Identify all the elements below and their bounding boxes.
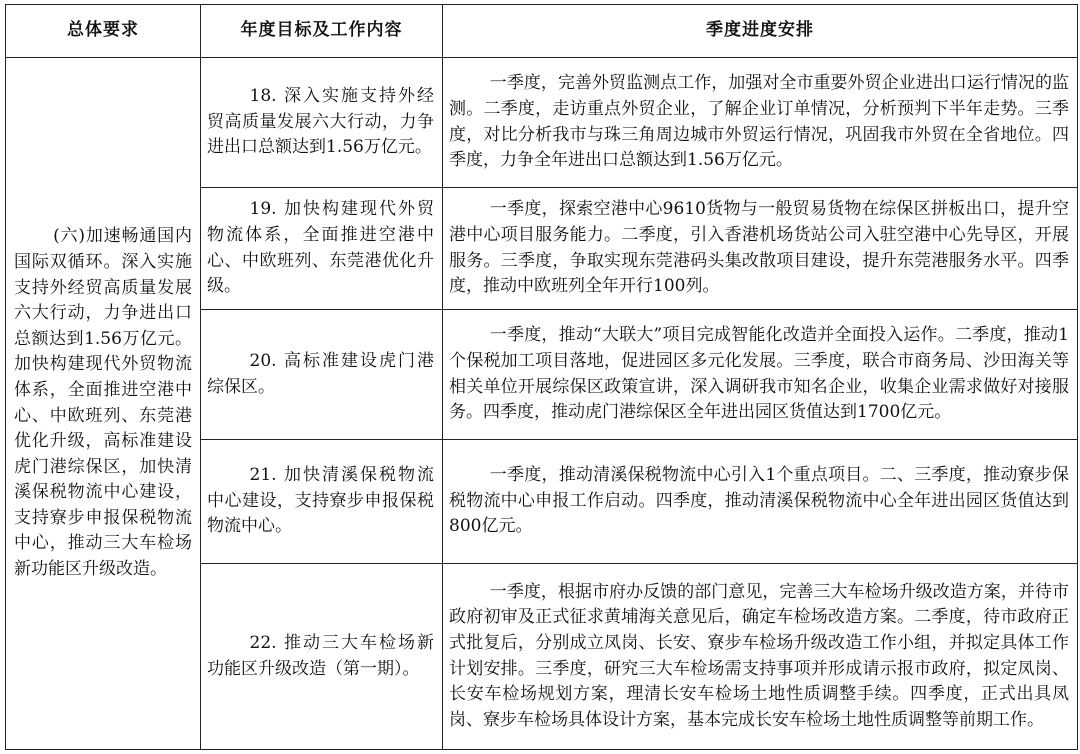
header-row (6, 5, 1078, 58)
goal-cell: 19. 加快构建现代外贸物流体系，全面推进空港中心、中欧班列、东莞港优化升级。 (201, 188, 443, 310)
header-quarterly-plan: 季度进度安排 (443, 5, 1078, 58)
plan-cell: 一季度，探索空港中心9610货物与一般贸易货物在综保区拼板出口，提升空港中心项目服务能力。二季度，引入香港机场货站公司入驻空港中心先导区，开展服务。三季度，争取实现东莞港码头集改散项目建设，提升东莞港服务水平。四季度，推动中欧班列全年开行100列。 (443, 188, 1078, 310)
overall-requirement-cell: (六)加速畅通国内国际双循环。深入实施支持外经贸高质量发展六大行动，力争进出口总额达到1.56万亿元。加快构建现代外贸物流体系，全面推进空港中心、中欧班列、东莞港优化升级，高标准建设虎门港综保区，加快清溪保税物流中心建设，支持寮步申报保税物流中心，推动三大车检场新功能区升级改造。 (6, 58, 201, 750)
plan-cell: 一季度，推动“大联大”项目完成智能化改造并全面投入运作。二季度，推动1个保税加工项目落地，促进园区多元化发展。三季度，联合市商务局、沙田海关等相关单位开展综保区政策宣讲，深入调研我市知名企业，收集企业需求做好对接服务。四季度，推动虎门港综保区全年进出园区货值达到1700亿元。 (443, 310, 1078, 440)
goal-cell: 18. 深入实施支持外经贸高质量发展六大行动，力争进出口总额达到1.56万亿元。 (201, 58, 443, 188)
header-overall-requirement: 总体要求 (6, 5, 201, 58)
goal-cell: 21. 加快清溪保税物流中心建设，支持寮步申报保税物流中心。 (201, 440, 443, 564)
progress-table (5, 4, 1078, 750)
goal-cell: 20. 高标准建设虎门港综保区。 (201, 310, 443, 440)
table-row (6, 58, 1078, 188)
header-annual-goal: 年度目标及工作内容 (201, 5, 443, 58)
plan-cell: 一季度，根据市府办反馈的部门意见，完善三大车检场升级改造方案，并待市政府初审及正式征求黄埔海关意见后，确定车检场改造方案。二季度，待市政府正式批复后，分别成立凤岗、长安、寮步车检场升级改造工作小组，并拟定具体工作计划安排。三季度，研究三大车检场需支持事项并形成请示报市政府，拟定凤岗、长安车检场规划方案，理清长安车检场土地性质调整手续。四季度，正式出具凤岗、寮步车检场具体设计方案，基本完成长安车检场土地性质调整等前期工作。 (443, 564, 1078, 750)
goal-cell: 22. 推动三大车检场新功能区升级改造（第一期）。 (201, 564, 443, 750)
plan-cell: 一季度，完善外贸监测点工作，加强对全市重要外贸企业进出口运行情况的监测。二季度，走访重点外贸企业，了解企业订单情况，分析预判下半年走势。三季度，对比分析我市与珠三角周边城市外贸运行情况，巩固我市外贸在全省地位。四季度，力争全年进出口总额达到1.56万亿元。 (443, 58, 1078, 188)
plan-cell: 一季度，推动清溪保税物流中心引入1个重点项目。二、三季度，推动寮步保税物流中心申报工作启动。四季度，推动清溪保税物流中心全年进出园区货值达到800亿元。 (443, 440, 1078, 564)
